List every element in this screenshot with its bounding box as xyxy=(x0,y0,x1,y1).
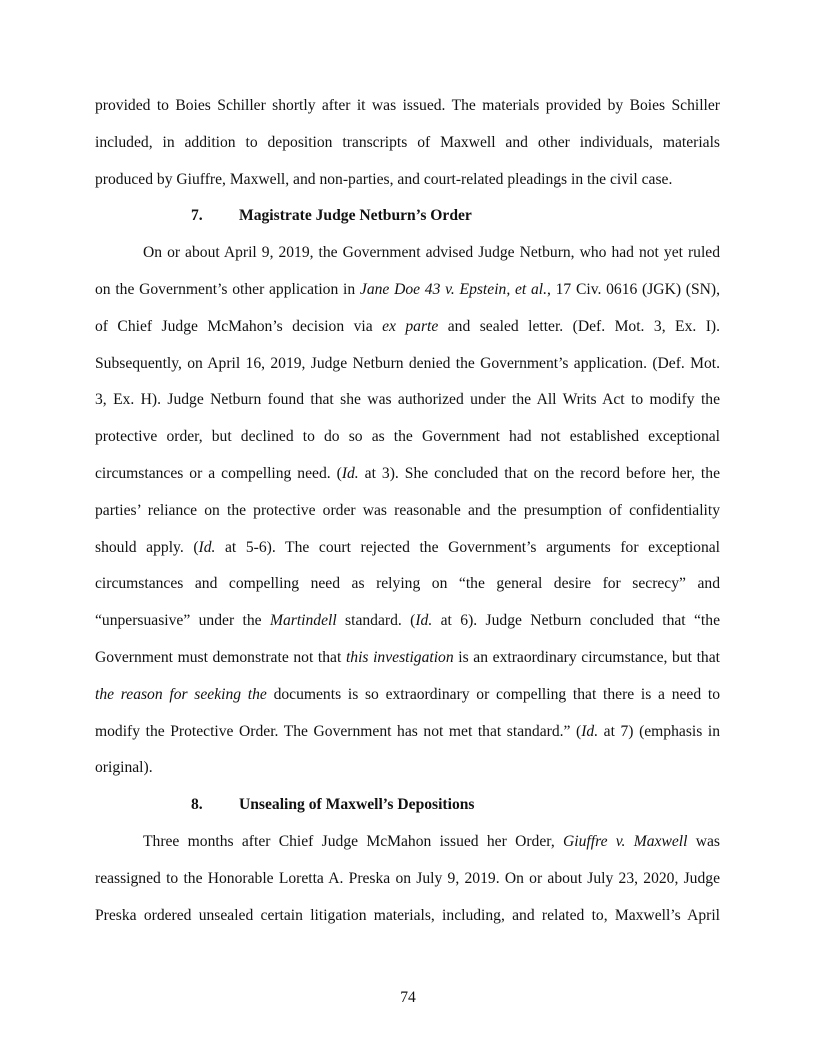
page-number: 74 xyxy=(400,989,416,1006)
text-run: included, in addition to deposition transcripts of Maxwell and other individuals, materials xyxy=(95,133,720,151)
italic-text-run: Id. xyxy=(415,612,433,630)
text-run: on the Government’s other application in xyxy=(95,280,360,298)
italic-text-run: Giuffre v. Maxwell xyxy=(563,832,688,850)
text-line xyxy=(95,824,720,861)
text-line xyxy=(95,750,720,787)
text-line xyxy=(95,530,720,567)
text-run: On or about April 9, 2019, the Government advised Judge Netburn, who had not yet ruled xyxy=(143,244,720,262)
text-line xyxy=(95,566,720,603)
text-line xyxy=(95,456,720,493)
italic-text-run: Id. xyxy=(581,722,599,740)
text-run: reassigned to the Honorable Loretta A. Preska on July 9, 2019. On or about July 23, 2020, Judge xyxy=(95,869,720,887)
text-run: standard. ( xyxy=(336,612,416,630)
text-line xyxy=(95,382,720,419)
heading-number: 7. xyxy=(191,207,203,225)
text-run: was xyxy=(687,832,720,850)
text-line xyxy=(95,162,720,199)
text-run: Government must demonstrate not that xyxy=(95,648,346,666)
text-run: modify the Protective Order. The Government has not met that standard.” ( xyxy=(95,722,582,740)
text-run: circumstances and compelling need as relying on “the general desire for secrecy” and xyxy=(95,575,720,593)
italic-text-run: this investigation xyxy=(345,648,454,666)
italic-text-run: Martindell xyxy=(269,612,337,630)
text-run: protective order, but declined to do so as the Government had not established exceptional xyxy=(95,428,720,446)
text-run: should apply. ( xyxy=(95,538,199,556)
text-line xyxy=(95,309,720,346)
text-run: and sealed letter. (Def. Mot. 3, Ex. I). xyxy=(438,317,720,335)
text-run: at 3). She concluded that on the record before her, the xyxy=(358,464,720,482)
text-run: at 6). Judge Netburn concluded that “the xyxy=(432,612,720,630)
text-run: documents is so extraordinary or compelling that there is a need to xyxy=(266,685,720,703)
italic-text-run: the reason for seeking the xyxy=(95,685,267,703)
italic-text-run: Id. xyxy=(198,538,216,556)
text-line xyxy=(95,419,720,456)
text-run: at 7) (emphasis in xyxy=(598,722,720,740)
section-heading xyxy=(95,198,720,235)
italic-text-run: Jane Doe 43 v. Epstein, et al. xyxy=(359,280,547,298)
text-run: of Chief Judge McMahon’s decision via xyxy=(95,317,383,335)
text-line xyxy=(95,677,720,714)
text-run: Three months after Chief Judge McMahon issued her Order, xyxy=(143,832,564,850)
text-run: produced by Giuffre, Maxwell, and non-parties, and court-related pleadings in the civil case. xyxy=(95,170,673,188)
text-line xyxy=(95,714,720,751)
text-line xyxy=(95,272,720,309)
text-line xyxy=(95,493,720,530)
text-run: original). xyxy=(95,759,153,777)
text-run: Preska ordered unsealed certain litigation materials, including, and related to, Maxwell’s April xyxy=(95,906,720,924)
italic-text-run: ex parte xyxy=(382,317,439,335)
heading-title: Unsealing of Maxwell’s Depositions xyxy=(239,796,475,814)
text-run: is an extraordinary circumstance, but that xyxy=(453,648,720,666)
text-run: Subsequently, on April 16, 2019, Judge Netburn denied the Government’s application. (Def. Mot. xyxy=(95,354,720,372)
text-run: at 5-6). The court rejected the Government’s arguments for exceptional xyxy=(215,538,720,556)
italic-text-run: Id. xyxy=(341,464,359,482)
section-heading xyxy=(95,787,720,824)
text-line xyxy=(95,898,720,935)
text-line xyxy=(95,125,720,162)
text-run: parties’ reliance on the protective order was reasonable and the presumption of confidentiality xyxy=(95,501,720,519)
text-run: 3, Ex. H). Judge Netburn found that she was authorized under the All Writs Act to modify the xyxy=(95,391,720,409)
text-line xyxy=(95,640,720,677)
text-line xyxy=(95,603,720,640)
text-line xyxy=(95,88,720,125)
text-run: provided to Boies Schiller shortly after it was issued. The materials provided by Boies Schiller xyxy=(95,97,720,114)
heading-title: Magistrate Judge Netburn’s Order xyxy=(239,207,472,225)
document-body xyxy=(95,88,720,934)
text-line xyxy=(95,861,720,898)
text-run: “unpersuasive” under the xyxy=(95,612,270,630)
heading-number: 8. xyxy=(191,796,203,814)
text-line xyxy=(95,235,720,272)
text-run: circumstances or a compelling need. ( xyxy=(95,464,342,482)
text-run: , 17 Civ. 0616 (JGK) (SN), xyxy=(546,280,720,298)
text-line xyxy=(95,346,720,383)
